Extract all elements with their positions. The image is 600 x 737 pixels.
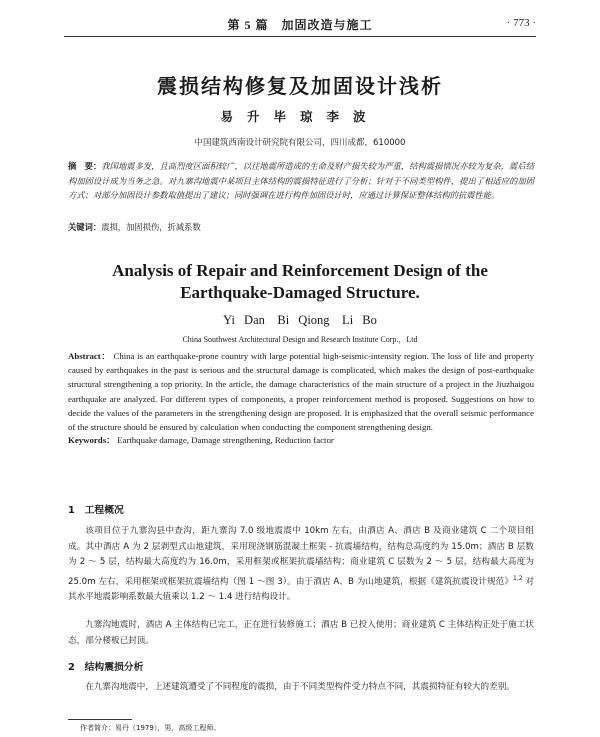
english-abstract-label: Abstract：	[68, 351, 111, 361]
chinese-abstract-label: 摘 要：	[68, 161, 102, 171]
english-keywords-label: Keywords：	[68, 435, 115, 445]
english-abstract-text: China is an earthquake-prone country with large potential high-seismic-intensity region. The loss of life and property caused by earthquakes in the past is serious and the structural damage is complicated, which makes the design of post-earthquake structural strengthening a top priority. In the article, the damage characteristics of the main structure of a project in the Jiuzhaigou earthquake are analyzed. For different types of components, a proper reinforcement method is proposed. Suggestions on how to decide the values of the parameters in the strengthening design are proposed. It is emphasized that the overall seismic performance of the structure should be ensured by calculation when conducting the component strengthening design.	[68, 351, 535, 433]
section-2-heading: 2 结构震损分析	[68, 662, 144, 673]
chinese-authors: 易升毕琼李波	[220, 109, 380, 124]
chinese-abstract-text: 我国地震多发，且高烈度区面积较广，以往地震所造成的生命及财产损失较为严重，结构震损情况亦较为复杂，震后结构加固设计成为当务之急。对九寨沟地震中某项目主体结构的震损特征进行了分析；针对于不同类型构件，提出了相适应的加固方式；对部分加固设计参数取值提出了建议；同时强调在进行构件加固设计时，应通过计算保证整体结构的抗震性能。	[68, 161, 534, 201]
english-title	[40, 260, 560, 304]
chinese-title: 震损结构修复及加固设计浅析	[157, 74, 443, 98]
english-abstract	[68, 349, 534, 434]
english-keywords-text: Earthquake damage, Damage strengthening, Reduction factor	[117, 435, 334, 445]
english-title-line-1: Analysis of Repair and Reinforcement Design of the	[112, 261, 488, 280]
section-1-paragraph-1-text-a: 该项目位于九寨沟县中查沟，距九寨沟 7.0 级地震震中 10km 左右，由酒店 A、酒店 B 及商业建筑 C 二个项目组成。其中酒店 A 为 2 层剥型式山地建筑，采用现浇钢筋混凝土框架 - 抗震墙结构，结构总高度约为 15.0m；酒店 B 层数为 2 ～ 5 层，结构最大高度约为 16.0m，采用框架或框架抗震墙结构；商业建筑 C 层数为 2 ～ 5 层，结构最大高度为 25.0m 左右，采用框架或框架抗震墙结构（图 1 ～图 3）。由于酒店 A、B 为山地建筑，根据《建筑抗震设计规范》	[68, 526, 534, 587]
chapter-title: 第 5 篇 加固改造与施工	[227, 18, 373, 32]
chinese-keywords-text: 震损，加固损伤，折减系数	[101, 222, 201, 232]
chinese-keywords-label: 关键词：	[68, 222, 102, 232]
chinese-keywords	[68, 220, 534, 234]
english-affiliation: China Southwest Architectural Design and Research Institute Corp.，Ltd	[182, 335, 418, 344]
english-authors: Yi Dan Bi Qiong Li Bo	[223, 313, 377, 327]
chinese-abstract	[68, 159, 534, 203]
section-2-paragraph-1: 在九寨沟地震中，上述建筑遭受了不同程度的震损，由于不同类型构件受力特点不同，其震损特征有较大的差别。	[85, 682, 515, 692]
section-1-paragraph-1-text-b: 对其水平地震影响系数最大值乘以 1.2 ～ 1.4 进行结构设计。	[68, 576, 535, 603]
section-1-paragraph-2: 九寨沟地震时，酒店 A 主体结构已完工，正在进行装修施工；酒店 B 已投入使用；商业建筑 C 主体结构正处于施工状态，部分楼板已封顶。	[68, 620, 534, 646]
english-title-line-2: Earthquake-Damaged Structure.	[180, 283, 420, 302]
english-keywords	[68, 433, 534, 447]
citation: 1,2	[513, 574, 523, 582]
section-1-paragraph-1	[68, 524, 534, 606]
running-header	[64, 14, 536, 37]
section-1-heading: 1 工程概况	[68, 505, 124, 516]
author-footnote: 作者简介：易丹（1979），男，高级工程师。	[80, 724, 221, 732]
page-number: · 773 ·	[506, 17, 536, 29]
chinese-affiliation: 中国建筑西南设计研究院有限公司，四川成都，610000	[194, 138, 406, 148]
footnote-divider	[68, 719, 132, 720]
